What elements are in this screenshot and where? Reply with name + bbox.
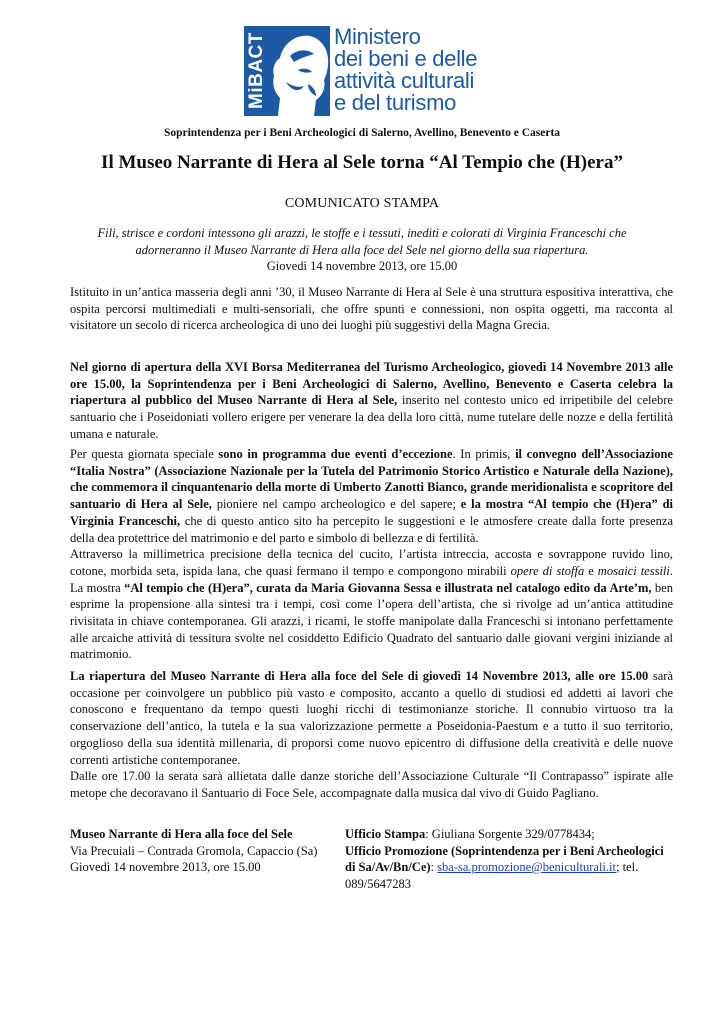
paragraph-history bbox=[70, 284, 673, 334]
logo-ministry-name bbox=[334, 26, 477, 114]
press-release-label: COMUNICATO STAMPA bbox=[284, 196, 440, 211]
logo-line: attività culturali bbox=[334, 68, 475, 93]
text-run: che di questo antico sito ha percepito le suggestioni e le atmosfere create dalla forte presenza della dea protettrice del matrimonio e del parto e simbolo di bellezza e di fertilità. bbox=[70, 513, 673, 545]
separator: : bbox=[430, 860, 438, 874]
ministry-logo bbox=[244, 26, 484, 118]
text-run: Per questa giornata speciale bbox=[70, 447, 219, 461]
text-run: . La mostra bbox=[70, 563, 673, 595]
logo-line: e del turismo bbox=[334, 90, 457, 115]
text-run: e bbox=[584, 563, 598, 578]
italic-text: mosaici tessili bbox=[597, 563, 670, 578]
press-office-label: Ufficio Stampa bbox=[345, 827, 426, 841]
text-run: ben esprime la propensione alla sintesi tra i tempi, così come l’opera dell’artista, che si rivolge ad un’antica attitudine rivisitata in chiave contemporanea. Gli arazzi, i ricami, le stoffe manipolate dalla Franceschi si intonano perfettamente alle arcaiche attività di tessitura svolte nel cosiddetto Edificio Quadrato del santuario dalle giovani vergini iniziande al matrimonio. bbox=[70, 580, 673, 662]
promotion-office-label: Ufficio Promozione (Soprintendenza per i Beni Archeologici di Sa/Av/Bn/Ce) bbox=[345, 843, 664, 874]
text-run: pioniere nel campo archeologico e del sapere; bbox=[211, 497, 461, 512]
paragraph-text: Istituito in un’antica masseria degli anni ’30, il Museo Narrante di Hera al Sele è una struttura espositiva interattiva, che ospita percorsi multimediali e multi-sensoriali, che offre spunti e connessioni, non ospita oggetti, ma racconta al visitatore un secolo di ricerca archeologica di uno dei luoghi più suggestivi della Magna Grecia. bbox=[70, 285, 673, 333]
logo-acronym: MiBACT bbox=[246, 32, 267, 110]
bold-text: sono in programma due eventi d’eccezione bbox=[218, 447, 453, 461]
paragraph-text: Dalle ore 17.00 la serata sarà allietata dalle danze storiche dell’Associazione Culturale “Il Contrapasso” ispirate alle metope che decoravano il Santuario di Foce Sele, accompagnate dalla musica dal vivo di Guido Pagliano. bbox=[70, 769, 673, 800]
venue-address: Via Precuiali – Contrada Gromola, Capaccio (Sa) bbox=[70, 843, 318, 858]
promotion-email-link[interactable]: sba-sa.promozione@beniculturali.it bbox=[437, 860, 616, 874]
promotion-phone: ; tel. 089/5647283 bbox=[345, 860, 639, 891]
contact-info bbox=[345, 826, 675, 892]
bold-text: Nel giorno di apertura della XVI Borsa Mediterranea del Turismo Archeologico, giovedì 14 Novembre 2013 alle ore 15.00, la Soprintendenza per i Beni Archeologici di Salerno, Avellino, Benevento e Caserta celebra la riapertura al pubblico del Museo Narrante di Hera al Sele, bbox=[70, 360, 673, 408]
bold-text: “Al tempio che (H)era”, curata da Maria Giovanna Sessa e illustrata nel catalogo edito da Arte’m, bbox=[124, 580, 652, 595]
logo-line: Ministero bbox=[334, 24, 421, 49]
bold-text: La riapertura del Museo Narrante di Hera alla foce del Sele di giovedì 14 Novembre 2013, alle ore 15.00 bbox=[70, 669, 649, 683]
paragraph-text: inserito nel contesto unico ed irripetibile del celebre santuario che i Poseidoniati vollero erigere per venerare la dea della loro città, nume tutelare delle nozze e della fertilità umana e naturale. bbox=[70, 393, 673, 441]
text-run: . In primis, bbox=[452, 447, 516, 461]
bold-text: il convegno dell’Associazione “Italia Nostra” (Associazione Nazionale per la Tutela del Patrimonio Storico Artistico e Naturale della Nazione), che commemora il cinquantenario della morte di Umberto Zanotti Bianco, grande meridionalista e scopritore del santuario di Hera al Sele, bbox=[70, 447, 673, 512]
logo-emblem bbox=[244, 26, 330, 116]
event-date: Giovedì 14 novembre 2013, ore 15.00 bbox=[266, 259, 458, 273]
page-title: Il Museo Narrante di Hera al Sele torna “Al Tempio che (H)era” bbox=[101, 152, 623, 173]
superintendency-heading: Soprintendenza per i Beni Archeologici di Salerno, Avellino, Benevento e Caserta bbox=[163, 127, 561, 139]
text-run: sarà occasione per coinvolgere un pubblico più vasto e composito, accanto a quello di studiosi ed addetti ai lavori che conoscono e frequentano da tempo questi luoghi ricchi di testimonianze storiche. Il connubio virtuoso tra la conservazione dell’antico, la tutela e la sua valorizzazione permette a Poseidonia-Paestum e a tutto il suo territorio, orgoglioso della sua identità millenaria, di proporsi come nuovo epicentro di diffusione della creatività e delle nuove correnti artistiche contemporanee. bbox=[70, 669, 673, 767]
text-run: Attraverso la millimetrica precisione della tecnica del cucito, l’artista intreccia, accosta e sovrappone ruvido lino, cotone, morbida seta, ispida lana, che quasi fermano il tempo e compongono mirabili bbox=[70, 547, 673, 578]
venue-name: Museo Narrante di Hera alla foce del Sele bbox=[70, 827, 293, 841]
press-office-contact: : Giuliana Sorgente 329/0778434; bbox=[425, 827, 595, 841]
venue-info bbox=[70, 826, 332, 876]
logo-line: dei beni e delle bbox=[334, 46, 478, 71]
italic-text: opere di stoffa bbox=[510, 563, 585, 578]
venue-date: Giovedì 14 novembre 2013, ore 15.00 bbox=[70, 860, 261, 874]
intro-text: Fili, strisce e cordoni intessono gli arazzi, le stoffe e i tessuti, inediti e colorati di Virginia Franceschi che adorneranno il Museo Narrante di Hera alla foce del Sele nel giorno della sua riapertura. bbox=[97, 226, 627, 257]
paragraph-reopening bbox=[70, 359, 673, 443]
bold-text: e la mostra “Al tempio che (H)era” di Virginia Franceschi, bbox=[70, 497, 673, 528]
paragraph-occasion bbox=[70, 668, 673, 802]
hera-head-icon bbox=[268, 26, 330, 116]
paragraph-events bbox=[70, 446, 673, 663]
